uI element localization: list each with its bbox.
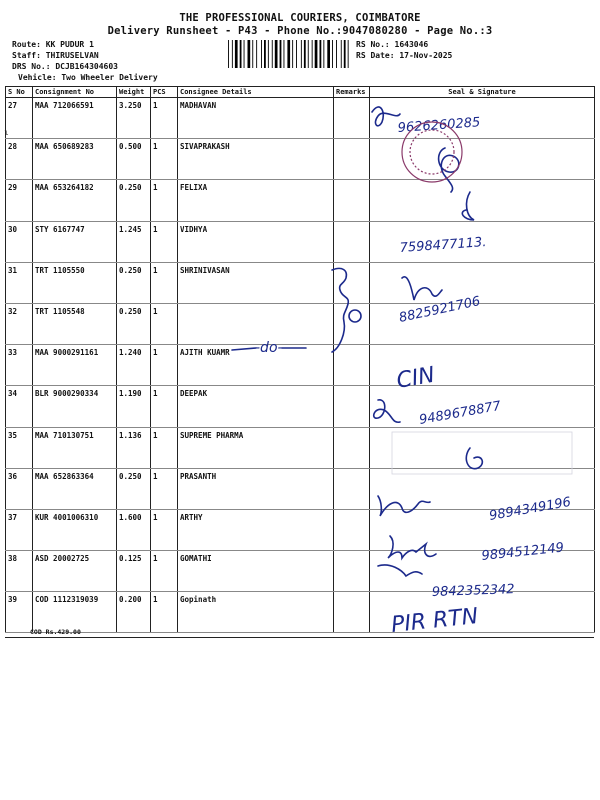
- row-weight-text: 0.250: [119, 471, 142, 481]
- row-consignment: [33, 509, 117, 550]
- row-consignment-text: BLR 9000290334: [35, 389, 99, 399]
- row-signature: [370, 427, 595, 468]
- row-weight: [117, 303, 151, 344]
- row-consignment: [33, 98, 117, 139]
- barcode: [228, 40, 350, 68]
- row-consignment-text: COD 1112319039: [35, 595, 99, 605]
- row-pcs-text: 1: [153, 101, 158, 110]
- row-sno: [6, 221, 33, 262]
- col-consignment: Consignment No: [33, 87, 117, 98]
- row-sno-text: 27: [8, 101, 18, 110]
- vehicle-label: Vehicle: Two Wheeler Delivery: [18, 73, 158, 82]
- table-row: [6, 345, 595, 386]
- table-row: [6, 427, 595, 468]
- barcode-bar: [341, 40, 342, 68]
- row-signature: [370, 386, 595, 427]
- row-pcs-text: 1: [153, 471, 158, 481]
- rs-number: RS No.: 1643046: [356, 40, 429, 49]
- row-pcs-text: 1: [153, 595, 158, 605]
- table-row: [6, 509, 595, 550]
- row-weight-text: 0.250: [119, 183, 142, 193]
- row-weight-text: 0.125: [119, 554, 142, 564]
- row-consignee-text: GOMATHI: [180, 554, 212, 564]
- row-sno: [6, 427, 33, 468]
- row-signature: [370, 509, 595, 550]
- row-consignee-text: SHRINIVASAN: [180, 265, 230, 275]
- row-consignment-text: MAA 652863364: [35, 471, 94, 481]
- row-consignee: [178, 139, 334, 180]
- row-consignment: [33, 180, 117, 221]
- row-consignee: [178, 98, 334, 139]
- row-weight: [117, 386, 151, 427]
- row-pcs: [151, 221, 178, 262]
- barcode-bar: [320, 40, 322, 68]
- row-pcs-text: 1: [153, 430, 158, 440]
- barcode-bar: [344, 40, 346, 68]
- row-pcs: [151, 180, 178, 221]
- row-consignee: [178, 180, 334, 221]
- row-weight: [117, 345, 151, 386]
- row-weight: [117, 468, 151, 509]
- row-consignee-text: MADHAVAN: [180, 101, 217, 110]
- row-weight-text: 0.500: [119, 142, 142, 152]
- row-signature: [370, 551, 595, 592]
- row-remarks: [334, 386, 370, 427]
- table-header-row: [6, 87, 595, 98]
- row-pcs-text: 1: [153, 224, 158, 234]
- phone-37: 9894512149: [480, 540, 565, 564]
- row-pcs: [151, 345, 178, 386]
- row-consignee-text: VIDHYA: [180, 224, 208, 234]
- row-consignee: [178, 509, 334, 550]
- phone-31: 8825921706: [397, 294, 482, 326]
- row-consignment-text: STY 6167747: [35, 224, 85, 234]
- barcode-bar: [252, 40, 253, 68]
- row39-mark: PIR RTN: [390, 603, 480, 638]
- row-weight: [117, 98, 151, 139]
- col-sno: S No: [6, 87, 33, 98]
- row-weight: [117, 592, 151, 633]
- phone-30: 7598477113.: [399, 234, 487, 256]
- runsheet-table: [5, 86, 595, 633]
- row-weight: [117, 180, 151, 221]
- row-sno-text: 33: [8, 348, 18, 358]
- row-sno: [6, 386, 33, 427]
- table-row: [6, 139, 595, 180]
- row-consignment-text: MAA 9000291161: [35, 348, 99, 358]
- row-pcs: [151, 592, 178, 633]
- row-consignee: [178, 427, 334, 468]
- table-row: [6, 386, 595, 427]
- barcode-bar: [287, 40, 290, 68]
- row-consignment-text: KUR 4001006310: [35, 512, 99, 522]
- row-sno-text: 39: [8, 595, 18, 605]
- row-sno-text: 30: [8, 224, 18, 234]
- row-consignee: [178, 221, 334, 262]
- barcode-bar: [323, 40, 324, 68]
- company-title: THE PROFESSIONAL COURIERS, COIMBATORE: [179, 12, 421, 24]
- row-pcs: [151, 386, 178, 427]
- row-pcs-text: 1: [153, 142, 158, 152]
- row-pcs-text: 1: [153, 265, 158, 275]
- row-weight: [117, 139, 151, 180]
- barcode-bar: [336, 40, 337, 68]
- barcode-bar: [308, 40, 309, 68]
- row-signature: [370, 98, 595, 139]
- staff-label: Staff: THIRUSELVAN: [12, 51, 99, 60]
- table-row: [6, 98, 595, 139]
- row-signature: [370, 139, 595, 180]
- row-consignment-text: MAA 653264182: [35, 183, 94, 193]
- row-signature: [370, 180, 595, 221]
- row-weight-text: 1.245: [119, 224, 142, 234]
- row-pcs: [151, 551, 178, 592]
- row-sno-text: 31: [8, 265, 18, 275]
- row-weight: [117, 427, 151, 468]
- row-consignee: [178, 468, 334, 509]
- row-sno: [6, 345, 33, 386]
- row-weight-text: 3.250: [119, 101, 142, 110]
- row-consignment-text: MAA 712066591: [35, 101, 94, 110]
- row-signature: [370, 345, 595, 386]
- col-remarks: Remarks: [334, 87, 370, 98]
- barcode-bar: [256, 40, 257, 68]
- route-label: Route: KK PUDUR 1: [12, 40, 94, 49]
- margin-mark: ɩ: [4, 128, 9, 137]
- barcode-bar: [312, 40, 313, 68]
- row-remarks: [334, 468, 370, 509]
- row-weight: [117, 509, 151, 550]
- barcode-bar: [348, 40, 349, 68]
- row-consignee-text: AJITH KUAMR: [180, 348, 230, 358]
- row-remarks: [334, 98, 370, 139]
- ditto-mark: -do-: [255, 340, 283, 356]
- row-weight-text: 1.136: [119, 430, 142, 440]
- barcode-bar: [232, 40, 233, 68]
- row-remarks: [334, 262, 370, 303]
- row-remarks: [334, 592, 370, 633]
- row-remarks: [334, 221, 370, 262]
- table-bottom-rule: [5, 637, 594, 638]
- row33-mark: CIN: [394, 362, 437, 394]
- row-weight-text: 0.250: [119, 306, 142, 316]
- row-remarks: [334, 345, 370, 386]
- barcode-bar: [264, 40, 266, 68]
- row-consignee: [178, 303, 334, 344]
- barcode-bar: [292, 40, 293, 68]
- row-sno-text: 36: [8, 471, 18, 481]
- row-remarks: [334, 427, 370, 468]
- row-signature: [370, 303, 595, 344]
- row-pcs: [151, 427, 178, 468]
- row-consignment: [33, 345, 117, 386]
- row-consignee: [178, 262, 334, 303]
- row-consignment: [33, 139, 117, 180]
- table-row: [6, 221, 595, 262]
- barcode-bar: [268, 40, 269, 68]
- row-consignment-text: ASD 20002725: [35, 554, 90, 564]
- barcode-bar: [301, 40, 302, 68]
- barcode-bar: [228, 40, 229, 68]
- barcode-bar: [332, 40, 333, 68]
- row-consignment: [33, 592, 117, 633]
- row-pcs-text: 1: [153, 183, 158, 193]
- col-weight: Weight: [117, 87, 151, 98]
- row-sno: [6, 468, 33, 509]
- row-consignment: [33, 303, 117, 344]
- row-consignee-text: Gopinath: [180, 595, 217, 605]
- drs-number: DRS No.: DCJB164304603: [12, 62, 118, 71]
- row-consignee: [178, 592, 334, 633]
- row-consignee-text: DEEPAK: [180, 389, 208, 399]
- runsheet-title: Delivery Runsheet - P43 - Phone No.:9047080280 - Page No.:3: [107, 25, 493, 37]
- row-sno-text: 29: [8, 183, 18, 193]
- row-consignee: [178, 551, 334, 592]
- row-sno: [6, 551, 33, 592]
- row-signature: [370, 221, 595, 262]
- table-row: [6, 303, 595, 344]
- barcode-bar: [235, 40, 238, 68]
- row-pcs-text: 1: [153, 389, 158, 399]
- barcode-bar: [272, 40, 273, 68]
- row-sno: [6, 139, 33, 180]
- row-sno-text: 35: [8, 430, 18, 440]
- row-signature: [370, 592, 595, 633]
- row-consignment-text: MAA 710130751: [35, 430, 94, 440]
- row-weight-text: 1.600: [119, 512, 142, 522]
- row-consignee: [178, 386, 334, 427]
- barcode-bar: [240, 40, 242, 68]
- table-row: [6, 468, 595, 509]
- row-remarks: [334, 551, 370, 592]
- row-consignee-text: PRASANTH: [180, 471, 217, 481]
- row-consignment: [33, 468, 117, 509]
- row-pcs: [151, 98, 178, 139]
- barcode-bar: [304, 40, 306, 68]
- row-pcs-text: 1: [153, 512, 158, 522]
- row-sno: [6, 303, 33, 344]
- row-pcs: [151, 303, 178, 344]
- row-sno-text: 38: [8, 554, 18, 564]
- phone-27: 9626260285: [397, 115, 481, 136]
- row-consignee-text: [180, 304, 331, 307]
- table-row: [6, 180, 595, 221]
- cod-amount: COD Rs.429.00: [30, 628, 81, 636]
- row-consignee-text: ARTHY: [180, 512, 203, 522]
- row-sno-text: 32: [8, 306, 18, 316]
- row-consignment: [33, 221, 117, 262]
- row-sno: [6, 262, 33, 303]
- row-sno: [6, 592, 33, 633]
- row-weight: [117, 262, 151, 303]
- row-pcs-text: 1: [153, 348, 158, 358]
- row-consignment: [33, 551, 117, 592]
- row-consignee-text: SIVAPRAKASH: [180, 142, 230, 152]
- barcode-bar: [327, 40, 330, 68]
- rs-date: RS Date: 17-Nov-2025: [356, 51, 453, 60]
- row-remarks: [334, 139, 370, 180]
- row-weight-text: 0.200: [119, 595, 142, 605]
- row-weight-text: 1.240: [119, 348, 142, 358]
- table-row: [6, 551, 595, 592]
- row-consignment: [33, 262, 117, 303]
- row-consignment: [33, 386, 117, 427]
- table-row: [6, 262, 595, 303]
- phone-34: 9489678877: [418, 398, 503, 428]
- barcode-bar: [244, 40, 245, 68]
- barcode-bar: [284, 40, 285, 68]
- row-pcs: [151, 468, 178, 509]
- row-weight: [117, 551, 151, 592]
- barcode-bar: [248, 40, 251, 68]
- row-remarks: [334, 509, 370, 550]
- row-consignment-text: MAA 650689283: [35, 142, 94, 152]
- row-consignment: [33, 427, 117, 468]
- col-pcs: PCS: [151, 87, 178, 98]
- row-weight: [117, 221, 151, 262]
- col-signature: Seal & Signature: [370, 87, 595, 98]
- col-consignee: Consignee Details: [178, 87, 334, 98]
- row-consignment-text: TRT 1105548: [35, 306, 85, 316]
- row-pcs: [151, 262, 178, 303]
- row-consignment-text: TRT 1105550: [35, 265, 85, 275]
- row-sno-text: 28: [8, 142, 18, 152]
- barcode-bar: [261, 40, 262, 68]
- row-consignee-text: FELIXA: [180, 183, 208, 193]
- barcode-bar: [315, 40, 318, 68]
- row-weight-text: 0.250: [119, 265, 142, 275]
- row-remarks: [334, 180, 370, 221]
- row-sno-text: 37: [8, 512, 18, 522]
- row-remarks: [334, 303, 370, 344]
- row-sno: [6, 98, 33, 139]
- row-pcs: [151, 509, 178, 550]
- phone-38: 9842352342: [431, 582, 515, 600]
- row-weight-text: 1.190: [119, 389, 142, 399]
- row-signature: [370, 262, 595, 303]
- table-row: [6, 592, 595, 633]
- row-consignee: [178, 345, 334, 386]
- barcode-bar: [275, 40, 278, 68]
- row-pcs-text: 1: [153, 306, 158, 316]
- phone-36: 9894349196: [488, 494, 573, 524]
- row-sno-text: 34: [8, 389, 18, 399]
- row-signature: [370, 468, 595, 509]
- row-sno: [6, 180, 33, 221]
- barcode-bar: [280, 40, 282, 68]
- row-sno: [6, 509, 33, 550]
- row-consignee-text: SUPREME PHARMA: [180, 430, 244, 440]
- barcode-bar: [296, 40, 297, 68]
- row-pcs-text: 1: [153, 554, 158, 564]
- row-pcs: [151, 139, 178, 180]
